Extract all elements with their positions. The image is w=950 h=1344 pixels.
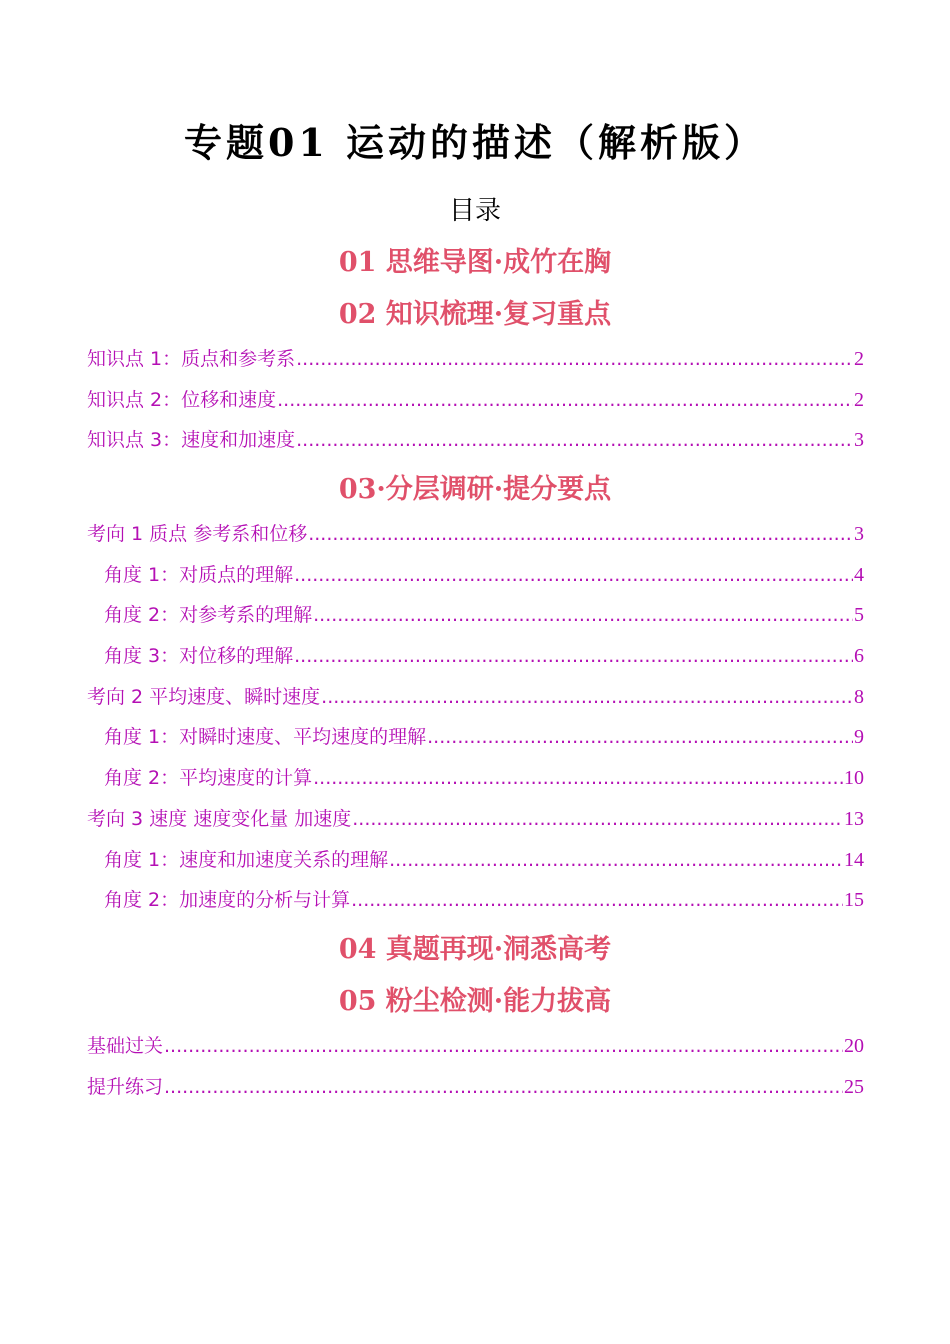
toc-subentry[interactable] (104, 885, 864, 913)
toc-entry-label: 考向 1 质点 参考系和位移 (87, 523, 308, 545)
toc-entry[interactable] (87, 1031, 864, 1059)
toc-section-exam[interactable]: 04 真题再现·洞悉高考 (338, 934, 612, 965)
toc-entry-page: 25 (844, 1076, 864, 1098)
toc-entry[interactable] (87, 519, 864, 547)
toc-entry-label: 角度 1：对瞬时速度、平均速度的理解 (104, 726, 427, 748)
toc-entry-page: 6 (854, 645, 864, 667)
toc-entry[interactable] (87, 344, 864, 372)
dot-leader (389, 849, 843, 871)
dot-leader (277, 389, 853, 411)
dot-leader (164, 1035, 843, 1057)
dot-leader (313, 604, 853, 626)
toc-entry-page: 10 (844, 767, 864, 789)
toc-entry-page: 15 (844, 889, 864, 911)
dot-leader (308, 523, 853, 545)
dot-leader (321, 686, 853, 708)
dot-leader (296, 429, 853, 451)
toc-entry-page: 3 (854, 429, 864, 451)
toc-entry-page: 2 (854, 348, 864, 370)
toc-subentry[interactable] (104, 600, 864, 628)
toc-entry-label: 知识点 3：速度和加速度 (87, 429, 296, 451)
toc-entry[interactable] (87, 804, 864, 832)
dot-leader (296, 348, 853, 370)
toc-entry-page: 5 (854, 604, 864, 626)
toc-entry-label: 角度 2：平均速度的计算 (104, 767, 313, 789)
toc-entry-label: 角度 2：加速度的分析与计算 (104, 889, 351, 911)
toc-entry-page: 20 (844, 1035, 864, 1057)
toc-entry-label: 知识点 2：位移和速度 (87, 389, 277, 411)
toc-subentry[interactable] (104, 560, 864, 588)
toc-entry-label: 角度 1：速度和加速度关系的理解 (104, 849, 389, 871)
toc-entry-label: 知识点 1：质点和参考系 (87, 348, 296, 370)
toc-entry-page: 14 (844, 849, 864, 871)
toc-subentry[interactable] (104, 845, 864, 873)
toc-entry-label: 角度 3：对位移的理解 (104, 645, 294, 667)
dot-leader (351, 889, 843, 911)
dot-leader (352, 808, 843, 830)
dot-leader (427, 726, 853, 748)
toc-entry[interactable] (87, 1072, 864, 1100)
toc-section-layered[interactable]: 03·分层调研·提分要点 (338, 474, 612, 505)
toc-section-test[interactable]: 05 粉尘检测·能力拔高 (338, 986, 612, 1017)
toc-entry-page: 13 (844, 808, 864, 830)
toc-entry[interactable] (87, 682, 864, 710)
toc-section-knowledge[interactable]: 02 知识梳理·复习重点 (338, 299, 612, 330)
toc-entry-page: 8 (854, 686, 864, 708)
toc-entry-label: 考向 3 速度 速度变化量 加速度 (87, 808, 352, 830)
toc-subentry[interactable] (104, 763, 864, 791)
toc-subentry[interactable] (104, 641, 864, 669)
toc-entry-label: 考向 2 平均速度、瞬时速度 (87, 686, 321, 708)
dot-leader (313, 767, 843, 789)
toc-heading: 目录 (448, 196, 501, 226)
toc-entry[interactable] (87, 385, 864, 413)
toc-entry-label: 提升练习 (87, 1076, 164, 1098)
toc-entry-label: 基础过关 (87, 1035, 164, 1057)
toc-entry-page: 2 (854, 389, 864, 411)
toc-entry-label: 角度 2：对参考系的理解 (104, 604, 313, 626)
toc-subentry[interactable] (104, 722, 864, 750)
toc-section-mindmap[interactable]: 01 思维导图·成竹在胸 (338, 247, 612, 278)
toc-entry-page: 4 (854, 564, 864, 586)
document-title: 专题01 运动的描述（解析版） (183, 120, 767, 165)
dot-leader (294, 645, 853, 667)
toc-entry-page: 9 (854, 726, 864, 748)
toc-entry[interactable] (87, 425, 864, 453)
dot-leader (294, 564, 853, 586)
toc-entry-page: 3 (854, 523, 864, 545)
dot-leader (164, 1076, 843, 1098)
toc-entry-label: 角度 1：对质点的理解 (104, 564, 294, 586)
